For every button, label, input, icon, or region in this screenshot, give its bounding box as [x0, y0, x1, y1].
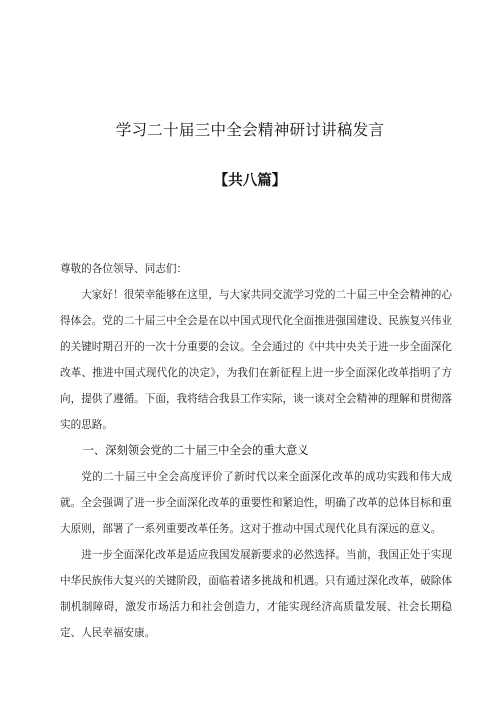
document-body: [60, 256, 452, 646]
document-title: 学习二十届三中全会精神研讨讲稿发言: [115, 121, 385, 139]
document-subtitle: 【共八篇】: [213, 173, 287, 189]
section-paragraph: 党的二十届三中全会高度评价了新时代以来全面深化改革的成功实践和伟大成就。全会强调了进一步全面深化改革的重要性和紧迫性，明确了改革的总体目标和重大原则，部署了一系列重要改革任务。这对于推动中国式现代化具有深远的意义。: [60, 471, 452, 535]
section-heading: 一、深刻领会党的二十届三中全会的重大意义: [82, 444, 309, 457]
section-paragraph: 进一步全面深化改革是适应我国发展新要求的必然选择。当前，我国正处于实现中华民族伟大复兴的关键阶段，面临着诸多挑战和机遇。只有通过深化改革，破除体制机制障碍，激发市场活力和社会创造力，才能实现经济高质量发展、社会长期稳定、人民幸福安康。: [60, 549, 452, 639]
salutation: 尊敬的各位领导、同志们：: [60, 263, 188, 275]
intro-paragraph: 大家好！很荣幸能够在这里，与大家共同交流学习党的二十届三中全会精神的心得体会。党的二十届三中全会是在以中国式现代化全面推进强国建设、民族复兴伟业的关键时期召开的一次十分重要的会议。全会通过的《中共中央关于进一步全面深化改革、推进中国式现代化的决定》，为我们在新征程上进一步全面深化改革指明了方向，提供了遵循。下面，我将结合我县工作实际，谈一谈对全会精神的理解和贯彻落实的思路。: [60, 289, 452, 431]
